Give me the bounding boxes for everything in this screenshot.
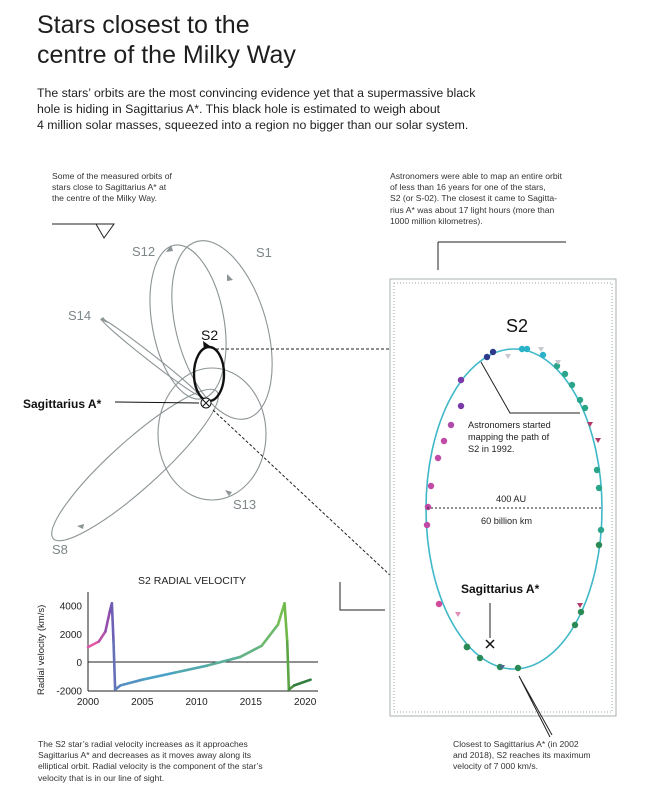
intro-line-2: hole is hiding in Sagittarius A*. This black hole is estimated to weigh about (37, 102, 441, 116)
chart-ticks (56, 602, 316, 708)
velocity-segment (88, 642, 99, 648)
astronomers-note-line-2: of less than 16 years for one of the stars, (390, 182, 546, 193)
intro-line-1: The stars’ orbits are the most convincing evidence yet that a supermassive black (37, 86, 476, 100)
chart-series (88, 603, 311, 689)
started-mapping-line-2: mapping the path of (468, 432, 550, 442)
label-s8: S8 (52, 542, 68, 557)
panel-sagittarius-a-label: Sagittarius A* (461, 582, 540, 596)
y-tick-label: 2000 (59, 629, 82, 641)
x-tick-label: 2000 (76, 697, 100, 708)
orbits-note-line-3: the centre of the Milky Way. (52, 193, 158, 204)
velocity-segment (99, 632, 106, 642)
title-line-1: Stars closest to the (37, 11, 250, 39)
orbit-s14 (99, 316, 201, 398)
astronomers-note-line-3: S2 (or S-02). The closest it came to Sagitta- (390, 193, 558, 204)
intro-line-3: 4 million solar masses, squeezed into a region no bigger than our solar system. (37, 118, 469, 132)
orbit-direction-arrows (77, 245, 233, 529)
y-tick-label: 0 (76, 658, 82, 670)
velocity-segment (294, 680, 310, 686)
velocity-segment (142, 673, 175, 680)
radial-note-line-3: elliptical orbit. Radial velocity is the component of the star’s (38, 761, 263, 772)
started-mapping-line-1: Astronomers started (468, 420, 551, 430)
closest-note-line-2: and 2018), S2 reaches its maximum (453, 750, 591, 761)
velocity-segment (121, 680, 143, 686)
sagittarius-a-pointer (115, 402, 199, 403)
distance-km: 60 billion km (481, 516, 533, 526)
radial-note-line-1: The S2 star’s radial velocity increases as it approaches (38, 739, 248, 749)
label-s2: S2 (201, 327, 219, 343)
y-tick-label: 4000 (59, 601, 82, 613)
velocity-segment (285, 603, 288, 641)
panel-title: S2 (506, 316, 529, 336)
chart-ylabel: Radial velocity (km/s) (36, 604, 47, 695)
distance-au: 400 AU (496, 494, 527, 504)
astronomers-note-line-5: 1000 million kilometres). (390, 215, 483, 226)
velocity-segment (114, 642, 116, 690)
y-tick-label: -2000 (56, 686, 82, 698)
label-s13: S13 (233, 497, 257, 512)
label-s12: S12 (132, 244, 156, 259)
velocity-segment (240, 646, 262, 657)
title-line-2: centre of the Milky Way (37, 41, 296, 69)
orbit-s12 (139, 239, 237, 405)
started-mapping-line-3: S2 in 1992. (468, 444, 515, 454)
astronomers-note-line-4: rius A* was about 17 light hours (more than (390, 204, 555, 215)
closest-note-line-1: Closest to Sagittarius A* (in 2002 (453, 739, 579, 749)
orbit-s13 (158, 368, 266, 500)
radial-note-line-2: Sagittarius A* and decreases as it moves away along its (38, 750, 252, 761)
closest-note-line-3: velocity of 7 000 km/s. (453, 761, 539, 772)
velocity-segment (175, 666, 208, 673)
label-sagittarius-a: Sagittarius A* (23, 397, 102, 411)
velocity-segment (207, 657, 240, 665)
astronomers-note-line-1: Astronomers were able to map an entire orbit (390, 171, 562, 181)
x-tick-label: 2015 (239, 697, 262, 708)
orbits-note-pointer (52, 224, 114, 238)
orbits-note-line-1: Some of the measured orbits of (52, 171, 172, 181)
label-s14: S14 (68, 308, 92, 323)
astronomers-note-pointer (438, 242, 566, 270)
velocity-segment (287, 642, 289, 690)
velocity-segment (262, 625, 278, 646)
x-tick-label: 2010 (185, 697, 208, 708)
chart-title: S2 RADIAL VELOCITY (138, 575, 247, 587)
x-tick-label: 2005 (131, 697, 154, 708)
chart-panel-connector (340, 582, 385, 610)
x-tick-label: 2020 (294, 697, 317, 708)
velocity-segment (112, 603, 114, 641)
orbits-note-line-2: stars close to Sagittarius A* at (52, 182, 167, 193)
radial-velocity-chart (36, 575, 318, 708)
orbit-s2 (194, 347, 224, 401)
velocity-segment (105, 612, 109, 632)
label-s1: S1 (256, 245, 272, 260)
radial-note-line-4: velocity that is in our line of sight. (38, 772, 165, 783)
